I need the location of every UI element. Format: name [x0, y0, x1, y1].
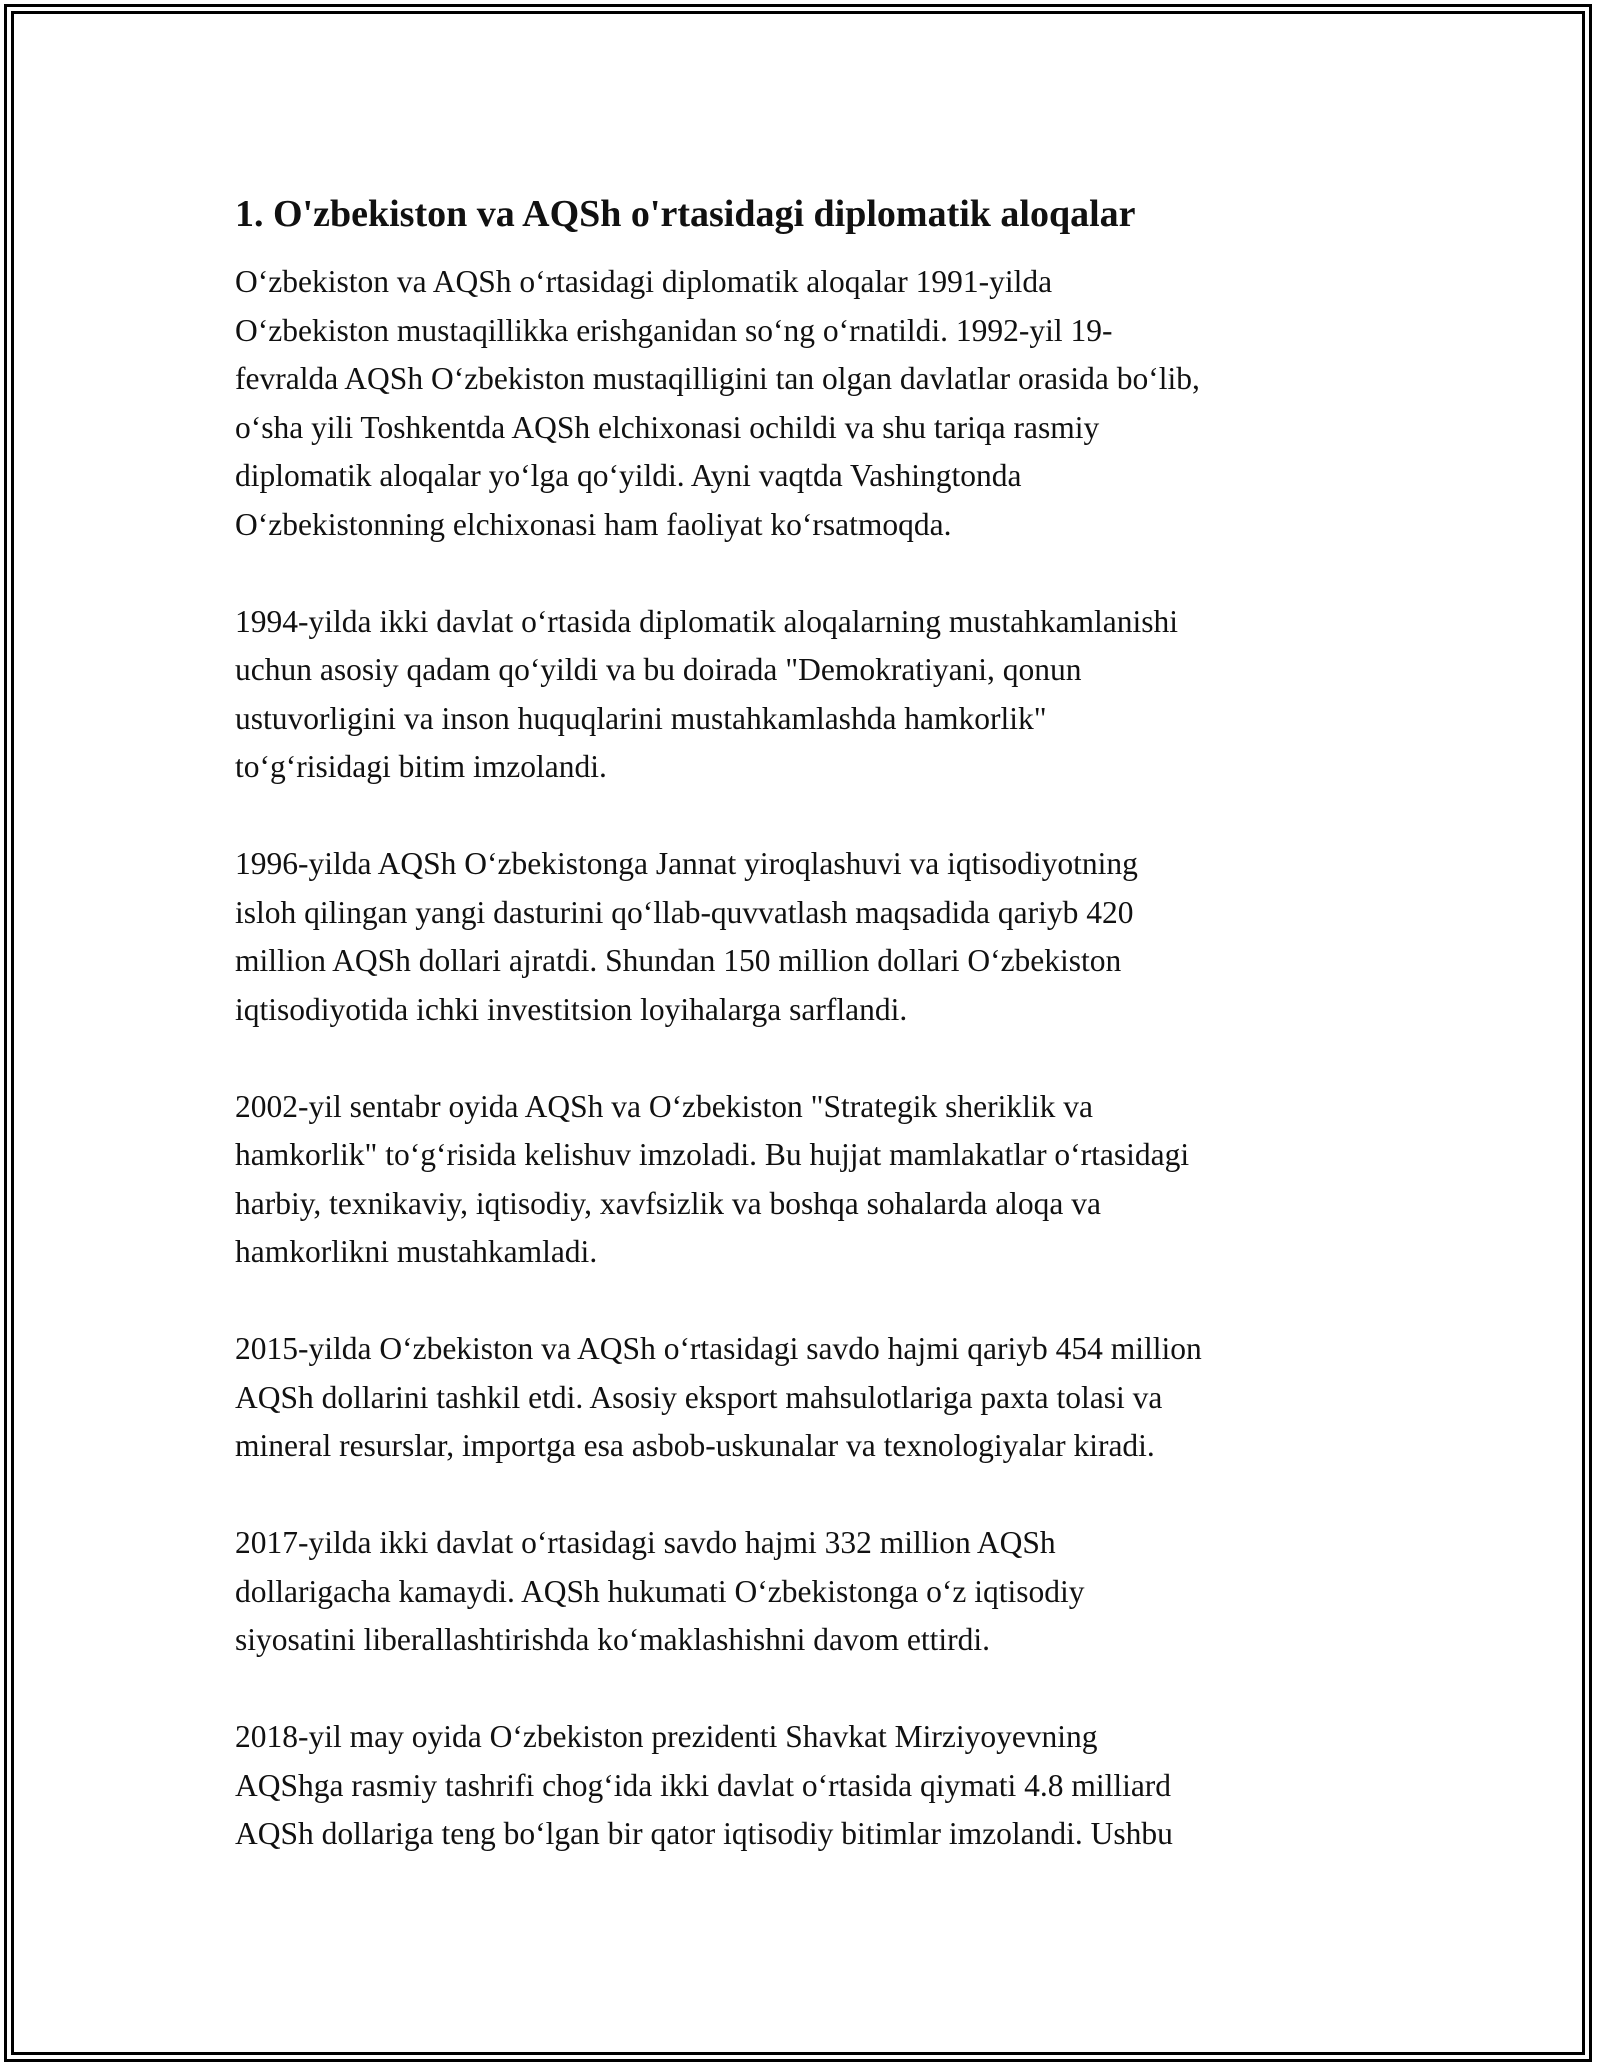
section-heading: 1. O'zbekiston va AQSh o'rtasidagi diplomatik aloqalar: [235, 193, 1136, 235]
document-body: [235, 188, 1365, 1907]
paragraph-trade-2017: 2017-yilda ikki davlat o‘rtasidagi savdo hajmi 332 million AQSh dollarigacha kamaydi. AQSh hukumati O‘zbekistonga o‘z iqtisodiy siyosatini liberallashtirishda ko‘maklashishni davom ettirdi.: [235, 1525, 1085, 1657]
paragraph-diplomatic-relations-1991: O‘zbekiston va AQSh o‘rtasidagi diplomatik aloqalar 1991-yilda O‘zbekiston mustaqillikka erishganidan so‘ng o‘rnatildi. 1992-yil 19- fevralda AQSh O‘zbekiston mustaqilligini tan olgan davlatlar orasida bo‘lib, o‘sha yili Toshkentda AQSh elchixonasi ochildi va shu tariqa rasmiy diplomatik aloqalar yo‘lga qo‘yildi. Ayni vaqtda Vashingtonda O‘zbekistonning elchixonasi ham faoliyat ko‘rsatmoqda.: [235, 264, 1200, 542]
paragraph-partnership-2002: 2002-yil sentabr oyida AQSh va O‘zbekiston "Strategik sheriklik va hamkorlik" to‘g‘risida kelishuv imzoladi. Bu hujjat mamlakatlar o‘rtasidagi harbiy, texnikaviy, iqtisodiy, xavfsizlik va boshqa sohalarda aloqa va hamkorlikni mustahkamladi.: [235, 1088, 1190, 1269]
paragraph-funding-1996: 1996-yilda AQSh O‘zbekistonga Jannat yiroqlashuvi va iqtisodiyotning isloh qilingan yangi dasturini qo‘llab-quvvatlash maqsadida qariyb 420 million AQSh dollari ajratdi. Shundan 150 million dollari O‘zbekiston iqtisodiyotida ichki investitsion loyihalarga sarflandi.: [235, 846, 1138, 1027]
paragraph-agreement-1994: 1994-yilda ikki davlat o‘rtasida diplomatik aloqalarning mustahkamlanishi uchun asosiy qadam qo‘yildi va bu doirada "Demokratiyani, qonun ustuvorligini va inson huquqlarini mustahkamlashda hamkorlik" to‘g‘risidagi bitim imzolandi.: [235, 603, 1179, 784]
paragraph-visit-2018: 2018-yil may oyida O‘zbekiston prezidenti Shavkat Mirziyoyevning AQShga rasmiy tashrifi chog‘ida ikki davlat o‘rtasida qiymati 4.8 milliard AQSh dollariga teng bo‘lgan bir qator iqtisodiy bitimlar imzolandi. Ushbu: [235, 1719, 1173, 1851]
paragraph-trade-2015: 2015-yilda O‘zbekiston va AQSh o‘rtasidagi savdo hajmi qariyb 454 million AQSh dollarini tashkil etdi. Asosiy eksport mahsulotlariga paxta tolasi va mineral resurslar, importga esa asbob-uskunalar va texnologiyalar kiradi.: [235, 1331, 1202, 1463]
